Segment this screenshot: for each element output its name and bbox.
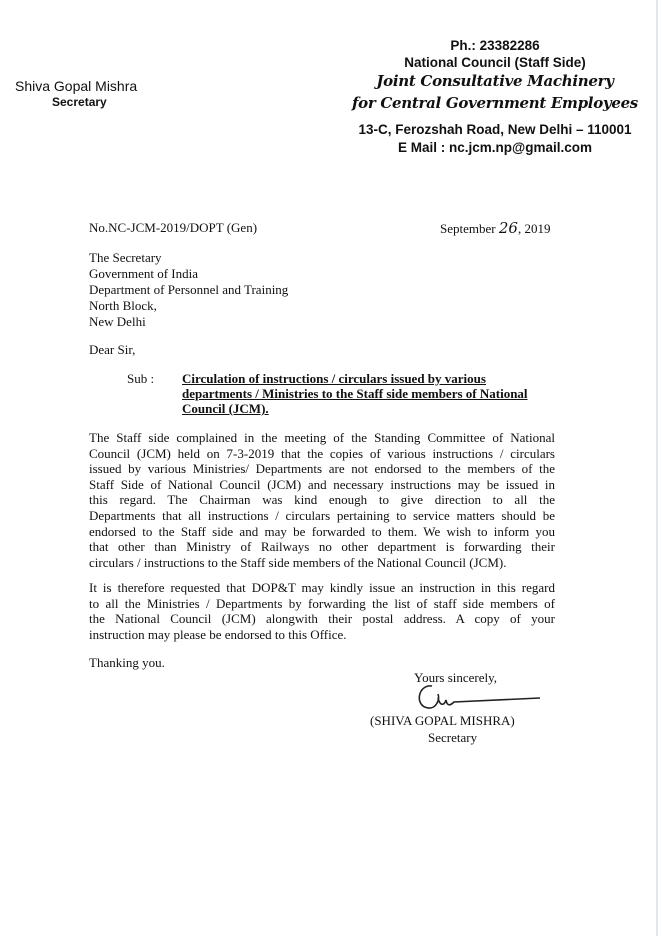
subject-label: Sub : — [127, 371, 155, 386]
thanks: Thanking you. — [89, 655, 165, 670]
closing: Yours sincerely, — [414, 670, 498, 685]
phone: Ph.: 23382286 — [450, 38, 540, 53]
subject-line: Circulation of instructions / circulars issued by various — [182, 371, 486, 386]
subject-text — [182, 371, 530, 416]
paragraph-line: It is therefore requested that DOP&T may kindly issue an instruction in this regard — [89, 580, 555, 595]
paragraph-line: Council (JCM) held on 7-3-2019 that the copies of various instructions / circulars — [89, 445, 555, 461]
signatory-title: Secretary — [428, 730, 478, 745]
sender-name: Shiva Gopal Mishra — [15, 78, 138, 94]
body-paragraph-1 — [89, 430, 555, 570]
reference-number: No.NC-JCM-2019/DOPT (Gen) — [89, 220, 258, 235]
paragraph-line: Departments that all instructions / circulars pertaining to service matters should be — [89, 507, 555, 523]
script-line-2: for Central Government Employees — [352, 94, 638, 112]
sender-title: Secretary — [52, 95, 107, 109]
recipient-block — [89, 250, 288, 330]
recipient-line: The Secretary — [89, 250, 162, 265]
paragraph-line: endorsed to the Staff side and may be forwarded to them. We wish to inform you — [89, 523, 555, 539]
recipient-line: Government of India — [89, 266, 199, 281]
paragraph-line: to all the Ministries / Departments by forwarding the list of staff side members of — [89, 595, 555, 611]
body-paragraph-2 — [89, 580, 555, 642]
script-line-1: Joint Consultative Machinery — [376, 72, 614, 90]
paragraph-line: this regard. The Chairman was kind enough to give direction to all the — [89, 492, 555, 508]
organization: National Council (Staff Side) — [404, 55, 586, 70]
paragraph-line: the National Council (JCM) alongwith their postal address. A copy of your — [89, 611, 555, 627]
paragraph-line: Staff Side of National Council (JCM) and necessary instructions may be issued in — [89, 476, 555, 492]
recipient-line: North Block, — [89, 298, 157, 313]
signature — [410, 676, 545, 716]
paragraph-line: instruction may please be endorsed to this Office. — [89, 626, 347, 642]
paragraph-line: issued by various Ministries/ Departments are not endorsed to the members of the — [89, 461, 555, 477]
paragraph-line: The Staff side complained in the meeting of the Standing Committee of National — [89, 430, 555, 445]
date — [440, 220, 550, 237]
signatory-name: (SHIVA GOPAL MISHRA) — [370, 713, 515, 728]
address: 13-C, Ferozshah Road, New Delhi – 110001 — [358, 122, 632, 137]
subject-line: Council (JCM). — [182, 401, 269, 416]
recipient-line: Department of Personnel and Training — [89, 282, 289, 297]
date-day: 26 — [498, 219, 518, 237]
paragraph-line: that other than Ministry of Railways no other department is forwarding their — [89, 539, 555, 555]
recipient-line: New Delhi — [89, 314, 146, 329]
date-year: , 2019 — [517, 221, 551, 236]
email: E Mail : nc.jcm.np@gmail.com — [398, 140, 592, 155]
salutation: Dear Sir, — [89, 342, 136, 357]
subject-line: departments / Ministries to the Staff side members of National — [182, 386, 528, 401]
scan-edge — [656, 0, 658, 936]
paragraph-line: circulars / instructions to the Staff side members of the National Council (JCM). — [89, 554, 507, 570]
date-month: September — [440, 221, 496, 236]
